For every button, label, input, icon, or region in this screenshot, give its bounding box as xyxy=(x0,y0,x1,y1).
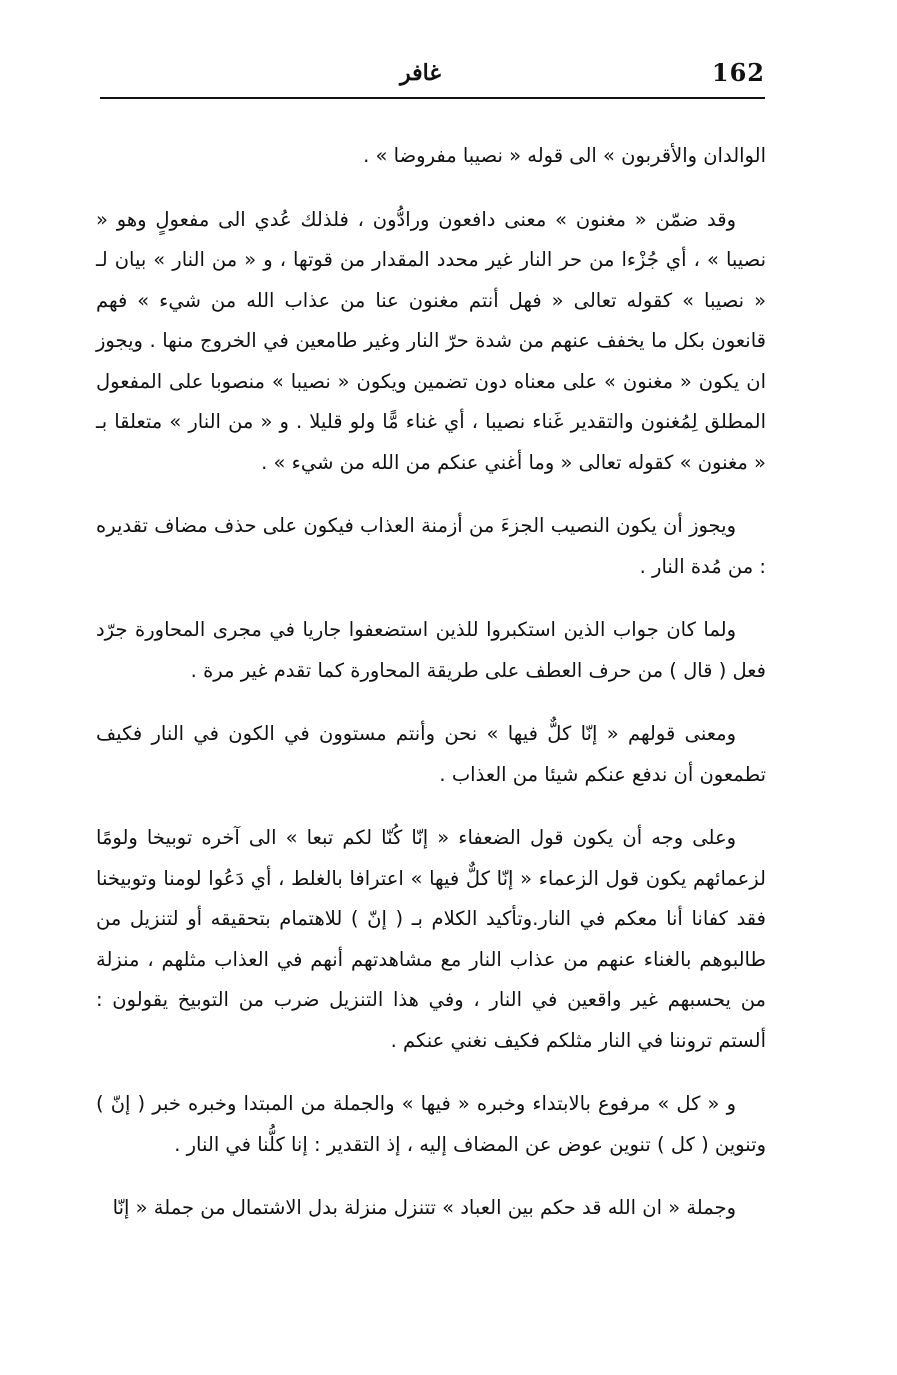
paragraph-7: و « كل » مرفوع بالابتداء وخبره « فيها » والجملة من المبتدا وخبره خبر ( إنّ ) وتنوين ( كل ) تنوين عوض عن المضاف إليه ، إذ التقدير : إنا كلُّنا في النار . xyxy=(96,1092,766,1156)
running-title: غافر xyxy=(400,60,441,86)
paragraph-1: الوالدان والأقربون » الى قوله « نصيبا مفروضا » . xyxy=(363,144,766,167)
paragraph-5: ومعنى قولهم « إنّا كلٌّ فيها » نحن وأنتم مستوون في الكون في النار فكيف تطمعون أن ندفع عنكم شيئا من العذاب . xyxy=(96,722,766,786)
paragraph-8: وجملة « ان الله قد حكم بين العباد » تتنزل منزلة بدل الاشتمال من جملة « إنّا xyxy=(112,1196,736,1219)
header-rule xyxy=(100,97,765,99)
paragraph-3: ويجوز أن يكون النصيب الجزءَ من أزمنة العذاب فيكون على حذف مضاف تقديره : من مُدة النار . xyxy=(96,514,766,578)
page-header xyxy=(100,58,765,98)
page-number: 162 xyxy=(711,58,765,87)
paragraph-4: ولما كان جواب الذين استكبروا للذين استضعفوا جاريا في مجرى المحاورة جرّد فعل ( قال ) من حرف العطف على طريقة المحاورة كما تقدم غير مرة . xyxy=(96,618,766,682)
paragraph-6: وعلى وجه أن يكون قول الضعفاء « إنّا كُنّا لكم تبعا » الى آخره توبيخا ولومًا لزعمائهم يكون قول الزعماء « إنّا كلٌّ فيها » اعترافا بالغلط ، أي دَعُوا لومنا وتوبيخنا فقد كفانا أنا معكم في النار.وتأكيد الكلام بـ ( إنّ ) للاهتمام بتحقيقه أو لتنزيل من طالبوهم بالغناء عنهم من عذاب النار مع مشاهدتهم أنهم في العذاب مثلهم ، منزلة من يحسبهم غير واقعين في النار ، وفي هذا التنزيل ضرب من التوبيخ يقولون : ألستم تروننا في النار مثلكم فكيف نغني عنكم . xyxy=(96,826,766,1052)
body-text xyxy=(96,136,766,1252)
paragraph-2: وقد ضمّن « مغنون » معنى دافعون ورادُّون ، فلذلك عُدي الى مفعولٍ وهو « نصيبا » ، أي جُزْءا من حر النار غير محدد المقدار من قوتها ، و « من النار » بيان لـ « نصيبا » كقوله تعالى « فهل أنتم مغنون عنا من عذاب الله من شيء » فهم قانعون بكل ما يخفف عنهم من شدة حرّ النار وغير طامعين في الخروج منها . ويجوز ان يكون « مغنون » على معناه دون تضمين ويكون « نصيبا » منصوبا على المفعول المطلق لِمُغنون والتقدير غَناء نصيبا ، أي غناء مًّا ولو قليلا . و « من النار » متعلقا بـ « مغنون » كقوله تعالى « وما أغني عنكم من الله من شيء » . xyxy=(96,207,766,474)
